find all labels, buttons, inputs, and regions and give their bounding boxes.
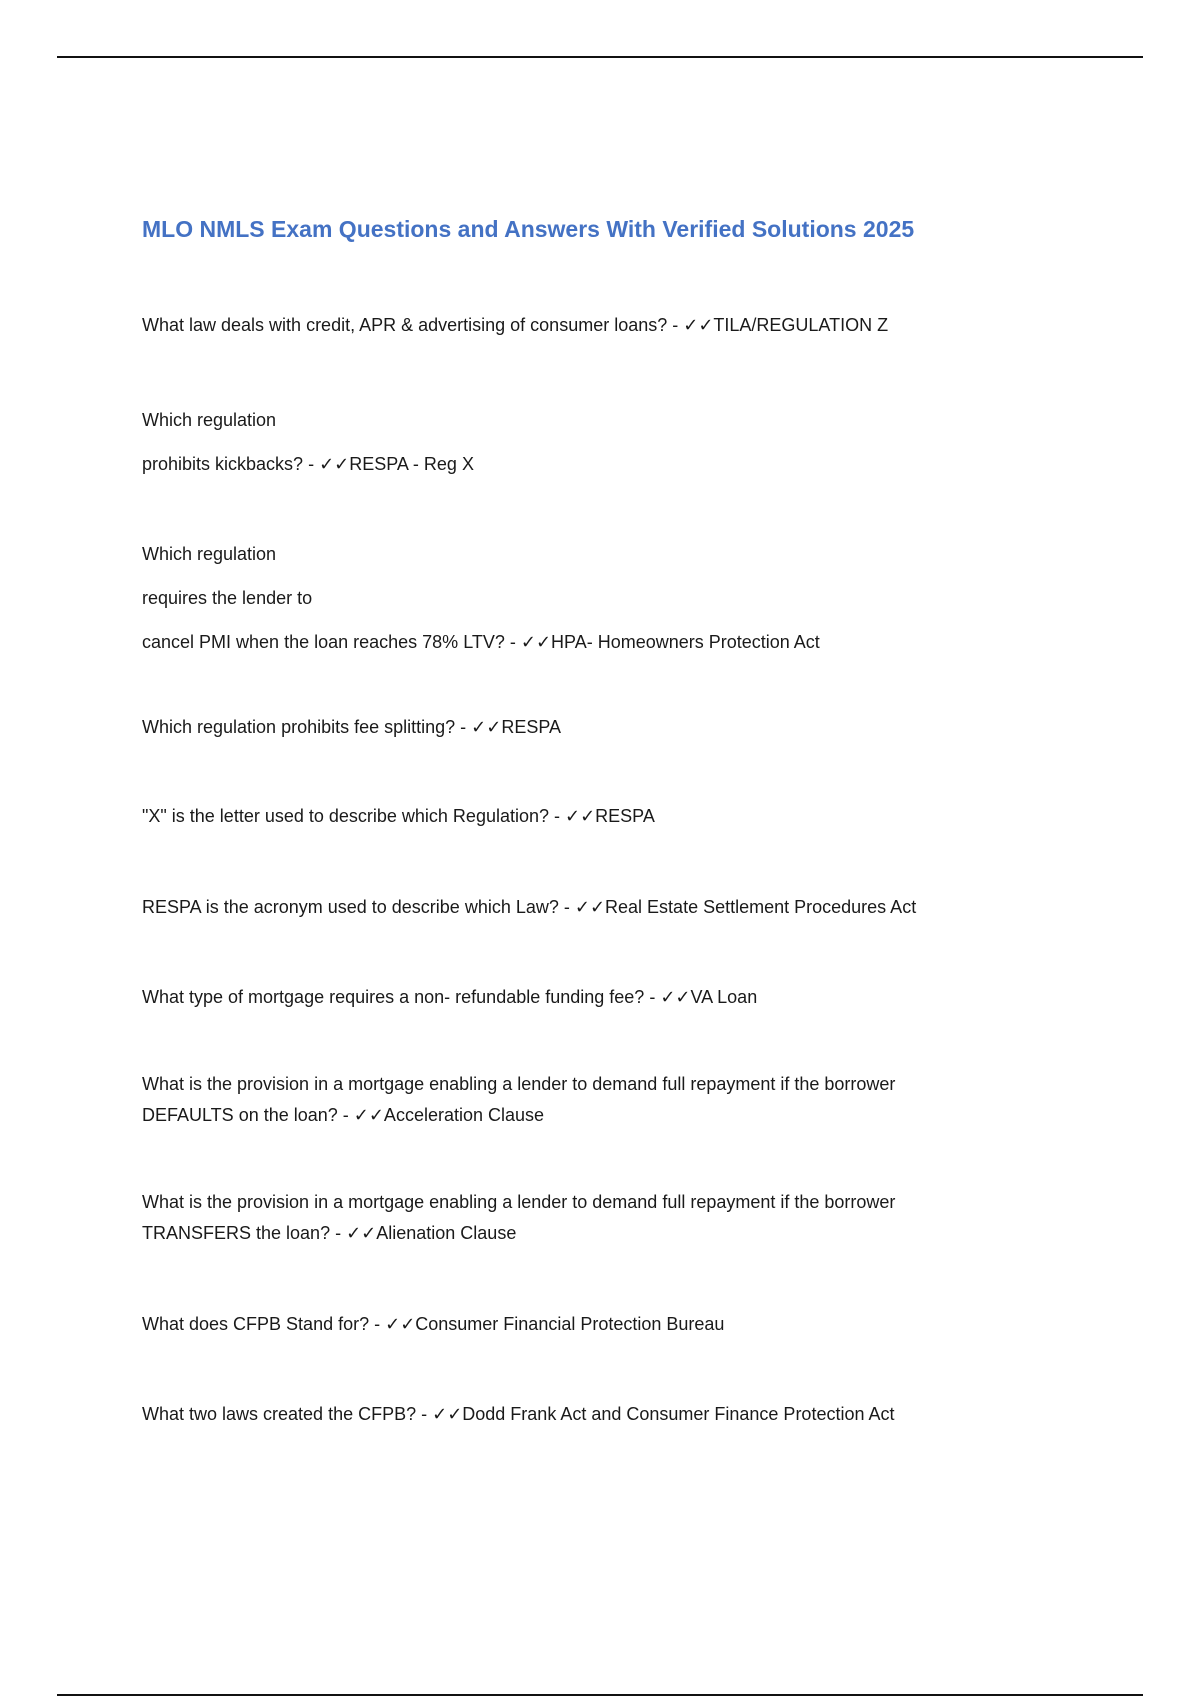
qa-line: RESPA is the acronym used to describe which Law? - ✓✓Real Estate Settlement Procedures Act bbox=[142, 897, 917, 917]
qa-entry bbox=[142, 1187, 1042, 1249]
qa-line: What is the provision in a mortgage enabling a lender to demand full repayment if the borrower bbox=[142, 1074, 896, 1094]
qa-line: What law deals with credit, APR & advertising of consumer loans? - ✓✓TILA/REGULATION Z bbox=[142, 315, 889, 335]
qa-entry bbox=[142, 532, 1042, 664]
qa-line: cancel PMI when the loan reaches 78% LTV? - ✓✓HPA- Homeowners Protection Act bbox=[142, 632, 820, 652]
qa-line: prohibits kickbacks? - ✓✓RESPA - Reg X bbox=[142, 454, 474, 474]
qa-entry bbox=[142, 892, 1042, 923]
qa-line: What two laws created the CFPB? - ✓✓Dodd Frank Act and Consumer Finance Protection Act bbox=[142, 1404, 895, 1424]
qa-line: "X" is the letter used to describe which Regulation? - ✓✓RESPA bbox=[142, 806, 655, 826]
header-rule bbox=[57, 56, 1143, 58]
qa-line: Which regulation bbox=[142, 410, 277, 430]
qa-line: What type of mortgage requires a non- refundable funding fee? - ✓✓VA Loan bbox=[142, 987, 758, 1007]
qa-entry bbox=[142, 398, 1042, 486]
qa-entry bbox=[142, 1399, 1042, 1430]
qa-entry bbox=[142, 801, 1042, 832]
qa-line: requires the lender to bbox=[142, 588, 313, 608]
qa-entry bbox=[142, 310, 1042, 341]
qa-line: What is the provision in a mortgage enabling a lender to demand full repayment if the borrower bbox=[142, 1192, 896, 1212]
qa-entry bbox=[142, 982, 1042, 1013]
qa-entry bbox=[142, 1309, 1042, 1340]
qa-line: DEFAULTS on the loan? - ✓✓Acceleration Clause bbox=[142, 1105, 545, 1125]
qa-line: What does CFPB Stand for? - ✓✓Consumer Financial Protection Bureau bbox=[142, 1314, 725, 1334]
qa-entry bbox=[142, 1069, 1042, 1131]
qa-line: Which regulation bbox=[142, 544, 277, 564]
qa-line: TRANSFERS the loan? - ✓✓Alienation Clause bbox=[142, 1223, 517, 1243]
footer-rule bbox=[57, 1694, 1143, 1696]
document-title: MLO NMLS Exam Questions and Answers With Verified Solutions 2025 bbox=[142, 216, 915, 242]
qa-line: Which regulation prohibits fee splitting? - ✓✓RESPA bbox=[142, 717, 562, 737]
qa-entry bbox=[142, 712, 1042, 743]
